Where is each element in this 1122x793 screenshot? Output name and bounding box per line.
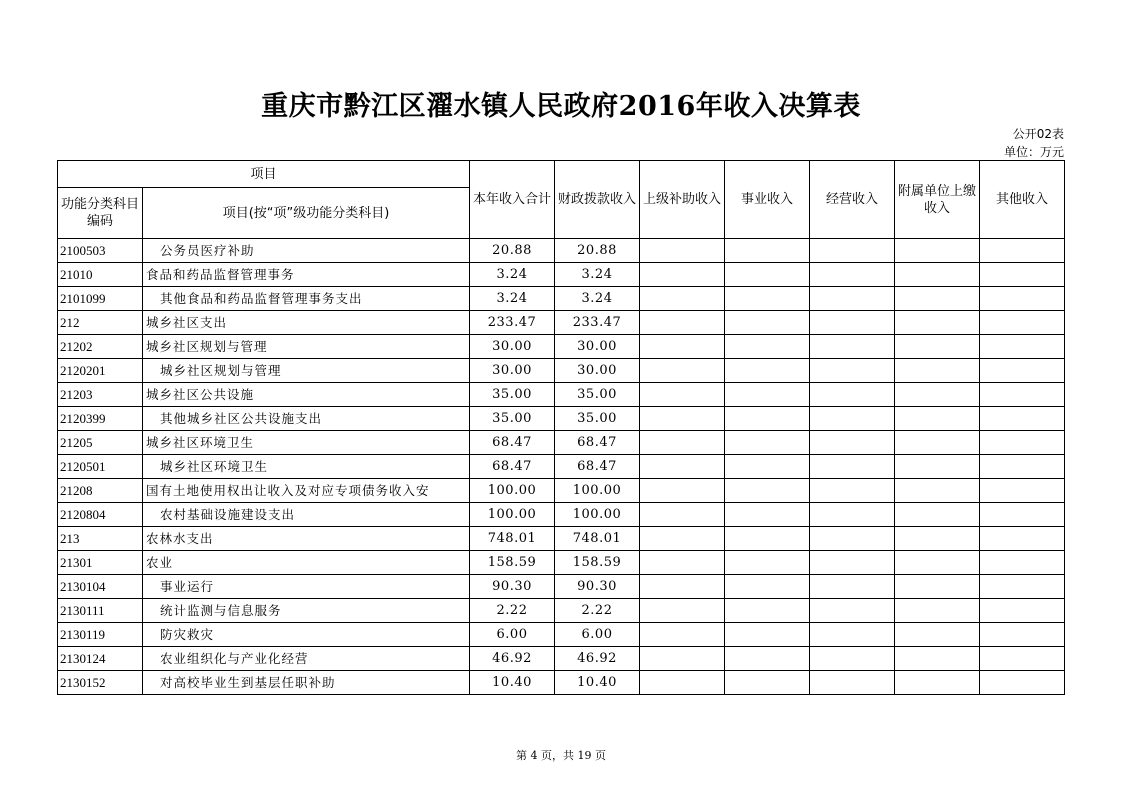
cell-name: 对高校毕业生到基层任职补助 bbox=[143, 671, 470, 695]
cell-operating bbox=[810, 623, 895, 647]
cell-other bbox=[980, 407, 1065, 431]
cell-affiliated bbox=[895, 359, 980, 383]
cell-fiscal: 3.24 bbox=[555, 287, 640, 311]
cell-affiliated bbox=[895, 671, 980, 695]
cell-affiliated bbox=[895, 551, 980, 575]
cell-other bbox=[980, 287, 1065, 311]
cell-name: 食品和药品监督管理事务 bbox=[143, 263, 470, 287]
page-title: 重庆市黔江区濯水镇人民政府2016年收入决算表 bbox=[261, 91, 861, 122]
cell-business bbox=[725, 623, 810, 647]
cell-code: 2130124 bbox=[58, 647, 143, 671]
cell-other bbox=[980, 455, 1065, 479]
cell-fiscal: 158.59 bbox=[555, 551, 640, 575]
cell-other bbox=[980, 359, 1065, 383]
cell-fiscal: 46.92 bbox=[555, 647, 640, 671]
cell-business bbox=[725, 359, 810, 383]
cell-code: 21203 bbox=[58, 383, 143, 407]
cell-business bbox=[725, 287, 810, 311]
cell-affiliated bbox=[895, 407, 980, 431]
table-row bbox=[58, 431, 1065, 455]
cell-total: 3.24 bbox=[470, 287, 555, 311]
cell-upper bbox=[640, 623, 725, 647]
cell-name: 城乡社区环境卫生 bbox=[143, 431, 470, 455]
cell-name: 城乡社区规划与管理 bbox=[143, 359, 470, 383]
page-footer: 第 4 页，共 19 页 bbox=[516, 749, 606, 762]
cell-operating bbox=[810, 647, 895, 671]
cell-name: 其他食品和药品监督管理事务支出 bbox=[143, 287, 470, 311]
table-row bbox=[58, 503, 1065, 527]
cell-operating bbox=[810, 527, 895, 551]
cell-business bbox=[725, 551, 810, 575]
cell-upper bbox=[640, 551, 725, 575]
cell-upper bbox=[640, 599, 725, 623]
table-row bbox=[58, 647, 1065, 671]
cell-upper bbox=[640, 647, 725, 671]
cell-business bbox=[725, 407, 810, 431]
cell-operating bbox=[810, 287, 895, 311]
cell-upper bbox=[640, 575, 725, 599]
cell-fiscal: 30.00 bbox=[555, 359, 640, 383]
cell-name: 农业 bbox=[143, 551, 470, 575]
cell-code: 213 bbox=[58, 527, 143, 551]
table-row bbox=[58, 263, 1065, 287]
cell-affiliated bbox=[895, 647, 980, 671]
cell-upper bbox=[640, 455, 725, 479]
cell-fiscal: 3.24 bbox=[555, 263, 640, 287]
cell-total: 2.22 bbox=[470, 599, 555, 623]
header-other: 其他收入 bbox=[980, 161, 1065, 239]
cell-business bbox=[725, 239, 810, 263]
cell-business bbox=[725, 383, 810, 407]
cell-other bbox=[980, 383, 1065, 407]
cell-total: 20.88 bbox=[470, 239, 555, 263]
cell-business bbox=[725, 599, 810, 623]
cell-affiliated bbox=[895, 287, 980, 311]
cell-fiscal: 6.00 bbox=[555, 623, 640, 647]
cell-total: 748.01 bbox=[470, 527, 555, 551]
cell-total: 46.92 bbox=[470, 647, 555, 671]
cell-total: 35.00 bbox=[470, 407, 555, 431]
cell-operating bbox=[810, 575, 895, 599]
cell-fiscal: 68.47 bbox=[555, 431, 640, 455]
header-name: 项目(按“项”级功能分类科目) bbox=[143, 188, 470, 239]
cell-business bbox=[725, 263, 810, 287]
cell-total: 30.00 bbox=[470, 359, 555, 383]
cell-affiliated bbox=[895, 479, 980, 503]
cell-code: 212 bbox=[58, 311, 143, 335]
cell-code: 2130104 bbox=[58, 575, 143, 599]
cell-affiliated bbox=[895, 311, 980, 335]
table-row bbox=[58, 479, 1065, 503]
table-row bbox=[58, 623, 1065, 647]
cell-upper bbox=[640, 335, 725, 359]
cell-affiliated bbox=[895, 623, 980, 647]
cell-name: 城乡社区支出 bbox=[143, 311, 470, 335]
cell-business bbox=[725, 503, 810, 527]
cell-other bbox=[980, 431, 1065, 455]
cell-name: 防灾救灾 bbox=[143, 623, 470, 647]
cell-total: 100.00 bbox=[470, 479, 555, 503]
cell-code: 21010 bbox=[58, 263, 143, 287]
cell-total: 30.00 bbox=[470, 335, 555, 359]
table-row bbox=[58, 311, 1065, 335]
cell-code: 21301 bbox=[58, 551, 143, 575]
cell-upper bbox=[640, 383, 725, 407]
cell-other bbox=[980, 311, 1065, 335]
table-row bbox=[58, 335, 1065, 359]
cell-business bbox=[725, 335, 810, 359]
cell-name: 国有土地使用权出让收入及对应专项债务收入安 bbox=[143, 479, 470, 503]
cell-operating bbox=[810, 551, 895, 575]
cell-total: 233.47 bbox=[470, 311, 555, 335]
cell-fiscal: 90.30 bbox=[555, 575, 640, 599]
cell-operating bbox=[810, 431, 895, 455]
header-code: 功能分类科目编码 bbox=[58, 188, 143, 239]
table-row bbox=[58, 455, 1065, 479]
cell-business bbox=[725, 671, 810, 695]
cell-total: 90.30 bbox=[470, 575, 555, 599]
cell-operating bbox=[810, 263, 895, 287]
cell-operating bbox=[810, 407, 895, 431]
cell-affiliated bbox=[895, 503, 980, 527]
table-row bbox=[58, 407, 1065, 431]
cell-fiscal: 68.47 bbox=[555, 455, 640, 479]
cell-other bbox=[980, 623, 1065, 647]
cell-upper bbox=[640, 479, 725, 503]
cell-code: 21205 bbox=[58, 431, 143, 455]
cell-affiliated bbox=[895, 383, 980, 407]
cell-total: 3.24 bbox=[470, 263, 555, 287]
table-row bbox=[58, 359, 1065, 383]
cell-upper bbox=[640, 263, 725, 287]
cell-affiliated bbox=[895, 599, 980, 623]
cell-upper bbox=[640, 671, 725, 695]
cell-total: 158.59 bbox=[470, 551, 555, 575]
cell-operating bbox=[810, 455, 895, 479]
cell-affiliated bbox=[895, 239, 980, 263]
cell-business bbox=[725, 527, 810, 551]
table-row bbox=[58, 671, 1065, 695]
cell-other bbox=[980, 647, 1065, 671]
cell-upper bbox=[640, 503, 725, 527]
cell-operating bbox=[810, 239, 895, 263]
cell-total: 35.00 bbox=[470, 383, 555, 407]
cell-other bbox=[980, 551, 1065, 575]
cell-fiscal: 233.47 bbox=[555, 311, 640, 335]
cell-name: 农业组织化与产业化经营 bbox=[143, 647, 470, 671]
cell-other bbox=[980, 239, 1065, 263]
cell-operating bbox=[810, 359, 895, 383]
cell-fiscal: 30.00 bbox=[555, 335, 640, 359]
cell-code: 2130152 bbox=[58, 671, 143, 695]
cell-upper bbox=[640, 527, 725, 551]
cell-business bbox=[725, 575, 810, 599]
cell-total: 68.47 bbox=[470, 455, 555, 479]
cell-upper bbox=[640, 311, 725, 335]
cell-business bbox=[725, 479, 810, 503]
cell-other bbox=[980, 527, 1065, 551]
cell-fiscal: 20.88 bbox=[555, 239, 640, 263]
table-row bbox=[58, 287, 1065, 311]
cell-code: 2120399 bbox=[58, 407, 143, 431]
cell-other bbox=[980, 599, 1065, 623]
cell-other bbox=[980, 263, 1065, 287]
cell-name: 城乡社区公共设施 bbox=[143, 383, 470, 407]
cell-other bbox=[980, 335, 1065, 359]
cell-total: 10.40 bbox=[470, 671, 555, 695]
unit-label: 单位：万元 bbox=[1003, 145, 1064, 159]
cell-code: 2120201 bbox=[58, 359, 143, 383]
cell-business bbox=[725, 647, 810, 671]
cell-upper bbox=[640, 431, 725, 455]
cell-affiliated bbox=[895, 335, 980, 359]
table-row bbox=[58, 551, 1065, 575]
cell-affiliated bbox=[895, 575, 980, 599]
header-affiliated: 附属单位上缴收入 bbox=[895, 161, 980, 239]
cell-other bbox=[980, 503, 1065, 527]
cell-fiscal: 35.00 bbox=[555, 383, 640, 407]
cell-operating bbox=[810, 383, 895, 407]
cell-name: 农村基础设施建设支出 bbox=[143, 503, 470, 527]
cell-total: 100.00 bbox=[470, 503, 555, 527]
revenue-table bbox=[57, 160, 1065, 695]
cell-upper bbox=[640, 287, 725, 311]
header-project: 项目 bbox=[58, 161, 470, 188]
cell-business bbox=[725, 455, 810, 479]
table-row bbox=[58, 527, 1065, 551]
cell-other bbox=[980, 479, 1065, 503]
header-business: 事业收入 bbox=[725, 161, 810, 239]
cell-code: 2120501 bbox=[58, 455, 143, 479]
header-upper: 上级补助收入 bbox=[640, 161, 725, 239]
cell-code: 2120804 bbox=[58, 503, 143, 527]
cell-code: 2130119 bbox=[58, 623, 143, 647]
table-row bbox=[58, 239, 1065, 263]
cell-business bbox=[725, 431, 810, 455]
cell-fiscal: 2.22 bbox=[555, 599, 640, 623]
cell-code: 2100503 bbox=[58, 239, 143, 263]
cell-fiscal: 10.40 bbox=[555, 671, 640, 695]
table-code: 公开02表 bbox=[1012, 127, 1064, 141]
cell-total: 68.47 bbox=[470, 431, 555, 455]
cell-operating bbox=[810, 671, 895, 695]
cell-upper bbox=[640, 407, 725, 431]
cell-name: 事业运行 bbox=[143, 575, 470, 599]
cell-code: 2101099 bbox=[58, 287, 143, 311]
cell-affiliated bbox=[895, 263, 980, 287]
cell-name: 城乡社区环境卫生 bbox=[143, 455, 470, 479]
cell-affiliated bbox=[895, 455, 980, 479]
cell-operating bbox=[810, 503, 895, 527]
cell-operating bbox=[810, 599, 895, 623]
cell-name: 统计监测与信息服务 bbox=[143, 599, 470, 623]
cell-name: 农林水支出 bbox=[143, 527, 470, 551]
cell-fiscal: 100.00 bbox=[555, 503, 640, 527]
cell-total: 6.00 bbox=[470, 623, 555, 647]
cell-other bbox=[980, 575, 1065, 599]
cell-code: 21208 bbox=[58, 479, 143, 503]
cell-affiliated bbox=[895, 431, 980, 455]
cell-name: 城乡社区规划与管理 bbox=[143, 335, 470, 359]
cell-code: 21202 bbox=[58, 335, 143, 359]
cell-affiliated bbox=[895, 527, 980, 551]
cell-code: 2130111 bbox=[58, 599, 143, 623]
cell-upper bbox=[640, 359, 725, 383]
cell-fiscal: 100.00 bbox=[555, 479, 640, 503]
table-body bbox=[58, 239, 1065, 695]
cell-upper bbox=[640, 239, 725, 263]
cell-operating bbox=[810, 479, 895, 503]
cell-business bbox=[725, 311, 810, 335]
cell-name: 公务员医疗补助 bbox=[143, 239, 470, 263]
cell-fiscal: 748.01 bbox=[555, 527, 640, 551]
table-row bbox=[58, 575, 1065, 599]
header-total: 本年收入合计 bbox=[470, 161, 555, 239]
header-operating: 经营收入 bbox=[810, 161, 895, 239]
table-row bbox=[58, 599, 1065, 623]
table-header bbox=[58, 161, 1065, 239]
cell-operating bbox=[810, 311, 895, 335]
header-fiscal: 财政拨款收入 bbox=[555, 161, 640, 239]
cell-name: 其他城乡社区公共设施支出 bbox=[143, 407, 470, 431]
cell-fiscal: 35.00 bbox=[555, 407, 640, 431]
table-row bbox=[58, 383, 1065, 407]
cell-operating bbox=[810, 335, 895, 359]
cell-other bbox=[980, 671, 1065, 695]
